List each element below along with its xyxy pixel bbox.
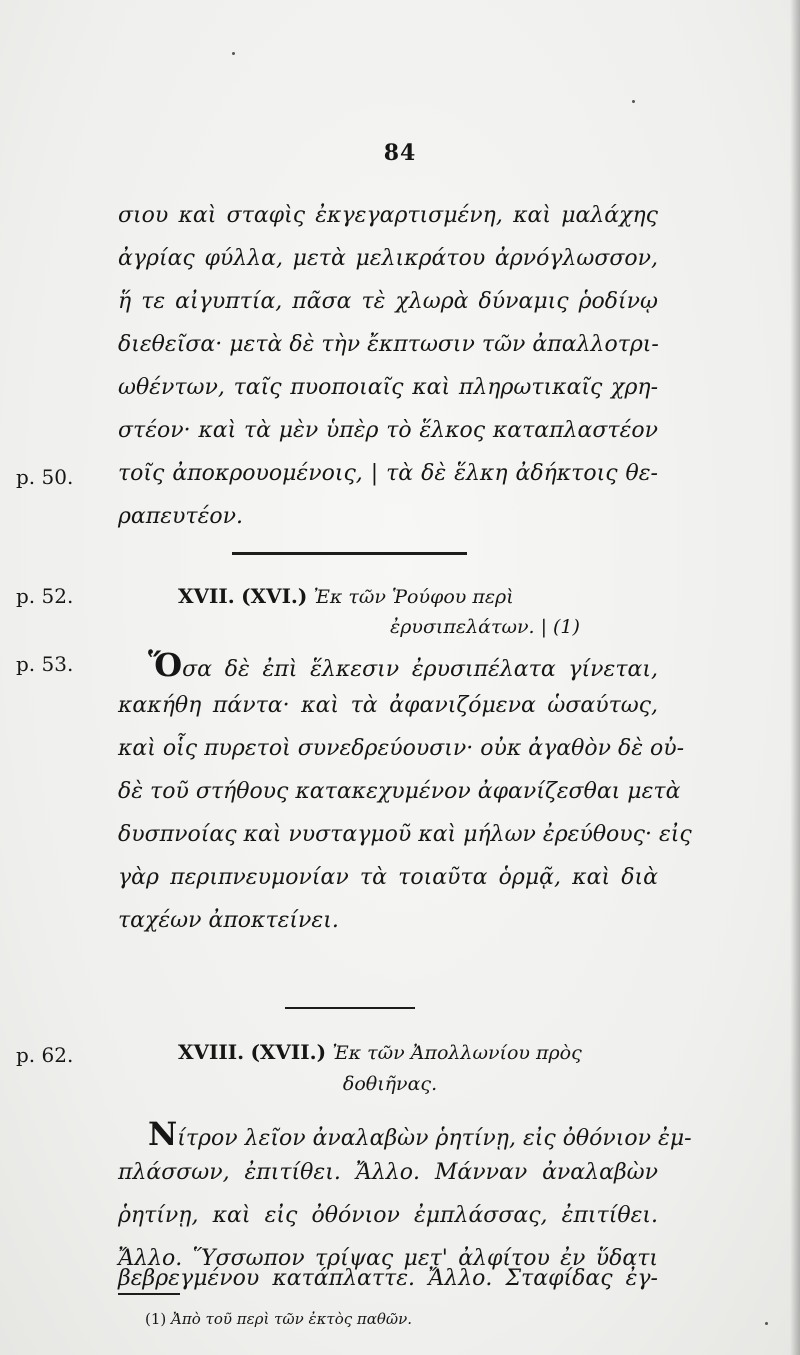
section-divider bbox=[285, 1007, 415, 1009]
text-line: ἀγρίας φύλλα, μετὰ μελικράτου ἀρνόγλωσσον, bbox=[118, 246, 658, 271]
margin-page-reference: p. 53. bbox=[16, 652, 74, 676]
text-line bbox=[148, 646, 658, 684]
text-line-rest: σα δὲ ἐπὶ ἕλκεσιν ἐρυσιπέλατα γίνεται, bbox=[182, 657, 658, 682]
page-number: 84 bbox=[383, 140, 417, 166]
text-line: δυσπνοίας καὶ νυσταγμοῦ καὶ μήλων ἐρεύθους· εἰς bbox=[118, 822, 692, 847]
text-line: κακήθη πάντα· καὶ τὰ ἀφανιζόμενα ὡσαύτως, bbox=[118, 693, 658, 718]
footnote bbox=[145, 1310, 412, 1328]
text-line: βεβρεγμένου κατάπλαττε. Ἄλλο. Σταφίδας ἐγ- bbox=[118, 1266, 658, 1291]
text-line: πλάσσων, ἐπιτίθει. Ἄλλο. Μάνναν ἀναλαβὼν bbox=[118, 1160, 658, 1185]
section-title-continued: δοθιῆνας. bbox=[342, 1073, 438, 1095]
text-line: σιου καὶ σταφὶς ἐκγεγαρτισμένη, καὶ μαλάχης bbox=[118, 203, 658, 228]
text-line: καὶ οἷς πυρετοὶ συνεδρεύουσιν· οὐκ ἀγαθὸν δὲ οὐ- bbox=[118, 736, 685, 761]
text-line: ῥητίνῃ, καὶ εἰς ὀθόνιον ἐμπλάσσας, ἐπιτίθει. bbox=[118, 1203, 658, 1228]
section-title: Ἐκ τῶν Ῥούφου περὶ bbox=[313, 586, 514, 608]
footnote-text: Ἀπὸ τοῦ περὶ τῶν ἐκτὸς παθῶν. bbox=[171, 1310, 413, 1328]
section-alt-number: (XVI.) bbox=[241, 584, 308, 608]
text-line: τοῖς ἀποκρουομένοις, | τὰ δὲ ἕλκη ἀδήκτοις θε- bbox=[118, 461, 658, 486]
page-edge-shadow bbox=[790, 0, 800, 1355]
paper-speck bbox=[232, 52, 235, 55]
footnote-marker: (1) bbox=[145, 1310, 167, 1328]
text-line: ταχέων ἀποκτείνει. bbox=[118, 908, 339, 933]
section-heading bbox=[178, 1040, 658, 1064]
text-line: γὰρ περιπνευμονίαν τὰ τοιαῦτα ὁρμᾷ, καὶ διὰ bbox=[118, 865, 658, 890]
section-divider bbox=[232, 552, 467, 555]
margin-page-reference: p. 52. bbox=[16, 584, 74, 608]
section-number: XVII. bbox=[178, 584, 235, 608]
text-line: διεθεῖσα· μετὰ δὲ τὴν ἔκπτωσιν τῶν ἀπαλλοτρι- bbox=[118, 332, 659, 357]
section-number: XVIII. bbox=[178, 1040, 245, 1064]
margin-page-reference: p. 62. bbox=[16, 1043, 74, 1067]
footnote-rule bbox=[118, 1293, 180, 1295]
text-line: ραπευτέον. bbox=[118, 504, 244, 529]
text-line-rest: ίτρον λεῖον ἀναλαβὼν ῥητίνῃ, εἰς ὀθόνιον ἐμ- bbox=[177, 1126, 692, 1151]
text-line: στέον· καὶ τὰ μὲν ὑπὲρ τὸ ἕλκος καταπλαστέον bbox=[118, 418, 658, 443]
section-heading bbox=[178, 584, 658, 608]
section-title-continued: ἐρυσιπελάτων. | (1) bbox=[390, 616, 580, 638]
section-title: Ἐκ τῶν Ἀπολλωνίου πρὸς bbox=[332, 1042, 582, 1064]
text-line: ωθέντων, ταῖς πυοποιαῖς καὶ πληρωτικαῖς χρη- bbox=[118, 375, 658, 400]
section-alt-number: (XVII.) bbox=[250, 1040, 327, 1064]
text-line: ἥ τε αἰγυπτία, πᾶσα τὲ χλωρὰ δύναμις ῥοδίνῳ bbox=[118, 289, 658, 314]
drop-capital: Ὅ bbox=[148, 646, 183, 684]
text-line bbox=[148, 1115, 692, 1153]
text-line: Ἄλλο. Ὕσσωπον τρίψας μετ' ἀλφίτου ἐν ὕδατι bbox=[118, 1246, 658, 1271]
margin-page-reference: p. 50. bbox=[16, 465, 74, 489]
paper-speck bbox=[632, 100, 635, 103]
text-line: δὲ τοῦ στήθους κατακεχυμένον ἀφανίζεσθαι μετὰ bbox=[118, 779, 681, 804]
paper-speck bbox=[765, 1322, 768, 1325]
drop-capital: N bbox=[148, 1115, 178, 1153]
